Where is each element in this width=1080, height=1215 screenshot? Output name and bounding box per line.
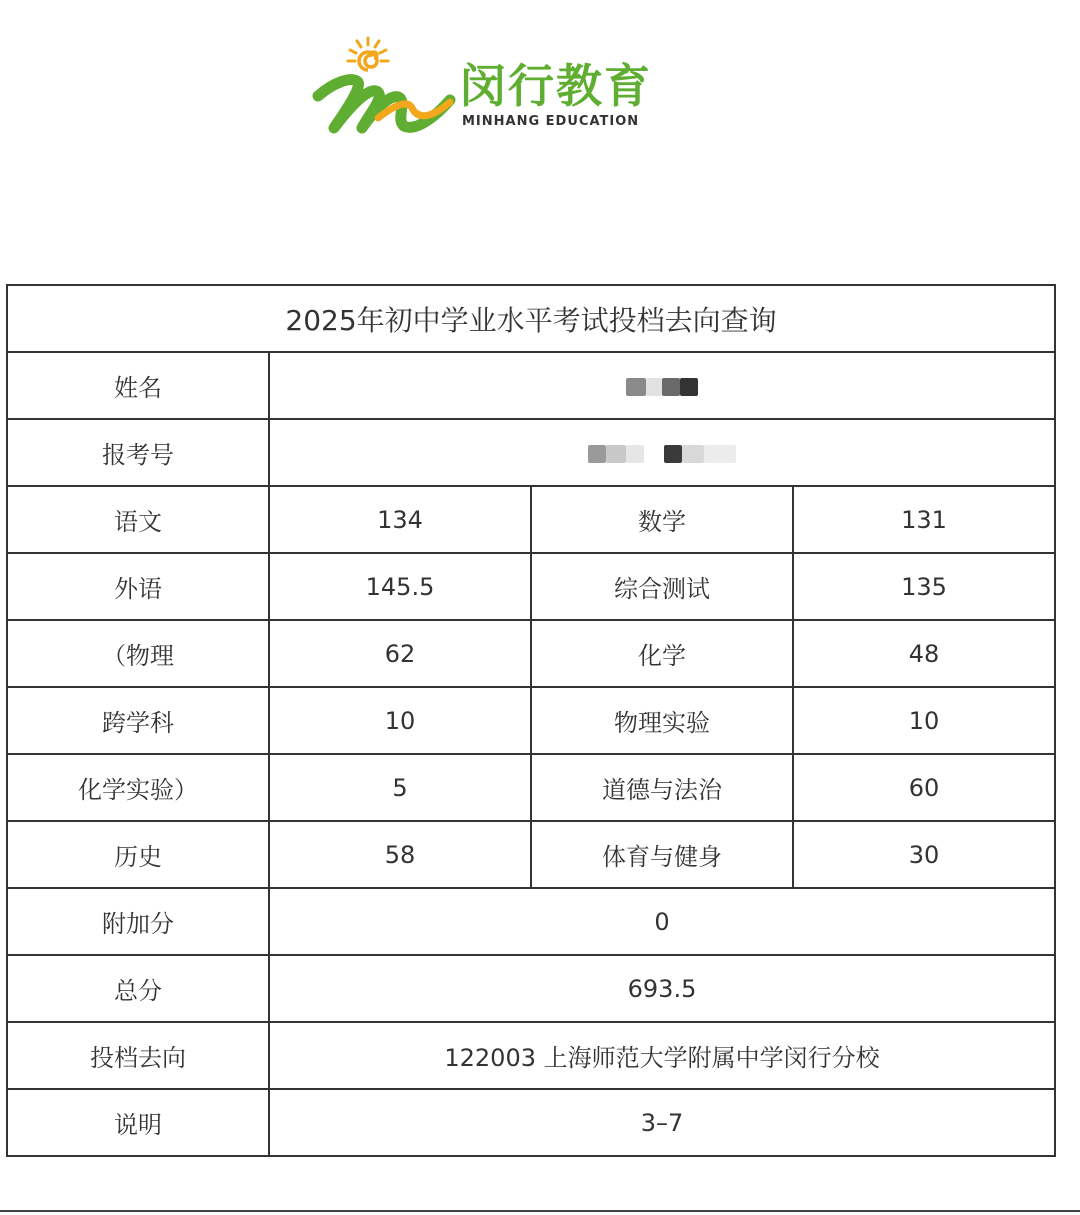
note-row	[7, 1089, 1055, 1156]
admission-result-table	[6, 284, 1056, 1157]
subject-label: 外语	[7, 553, 269, 620]
bottom-divider	[0, 1210, 1080, 1212]
name-value-redacted	[269, 352, 1055, 419]
subject-label: （物理	[7, 620, 269, 687]
subject-label: 体育与健身	[531, 821, 793, 888]
bonus-row	[7, 888, 1055, 955]
subject-score: 131	[793, 486, 1055, 553]
score-row	[7, 620, 1055, 687]
bonus-label: 附加分	[7, 888, 269, 955]
name-row	[7, 352, 1055, 419]
subject-label: 综合测试	[531, 553, 793, 620]
logo-chinese-name: 闵行教育	[460, 59, 652, 113]
admission-value: 122003 上海师范大学附属中学闵行分校	[269, 1022, 1055, 1089]
note-label: 说明	[7, 1089, 269, 1156]
exam-number-row	[7, 419, 1055, 486]
subject-score: 134	[269, 486, 531, 553]
subject-score: 48	[793, 620, 1055, 687]
subject-label: 物理实验	[531, 687, 793, 754]
subject-label: 数学	[531, 486, 793, 553]
logo-english-name: MINHANG EDUCATION	[462, 114, 640, 129]
name-label: 姓名	[7, 352, 269, 419]
subject-label: 语文	[7, 486, 269, 553]
subject-score: 58	[269, 821, 531, 888]
subject-score: 135	[793, 553, 1055, 620]
table-title: 2025年初中学业水平考试投档去向查询	[7, 285, 1055, 352]
subject-score: 10	[793, 687, 1055, 754]
subject-score: 10	[269, 687, 531, 754]
minhang-education-logo	[312, 30, 662, 140]
subject-label: 化学	[531, 620, 793, 687]
subject-score: 5	[269, 754, 531, 821]
exam-number-value-redacted	[269, 419, 1055, 486]
total-value: 693.5	[269, 955, 1055, 1022]
admission-row	[7, 1022, 1055, 1089]
score-row	[7, 553, 1055, 620]
subject-score: 145.5	[269, 553, 531, 620]
subject-label: 跨学科	[7, 687, 269, 754]
note-value: 3–7	[269, 1089, 1055, 1156]
subject-label: 历史	[7, 821, 269, 888]
exam-number-label: 报考号	[7, 419, 269, 486]
table-title-row	[7, 285, 1055, 352]
total-row	[7, 955, 1055, 1022]
subject-label: 道德与法治	[531, 754, 793, 821]
score-row	[7, 486, 1055, 553]
subject-score: 30	[793, 821, 1055, 888]
subject-score: 62	[269, 620, 531, 687]
score-row	[7, 821, 1055, 888]
score-row	[7, 687, 1055, 754]
subject-score: 60	[793, 754, 1055, 821]
bonus-value: 0	[269, 888, 1055, 955]
subject-label: 化学实验）	[7, 754, 269, 821]
score-row	[7, 754, 1055, 821]
total-label: 总分	[7, 955, 269, 1022]
result-table-container	[6, 284, 1054, 1157]
logo-m-sun-icon	[312, 30, 462, 140]
admission-label: 投档去向	[7, 1022, 269, 1089]
